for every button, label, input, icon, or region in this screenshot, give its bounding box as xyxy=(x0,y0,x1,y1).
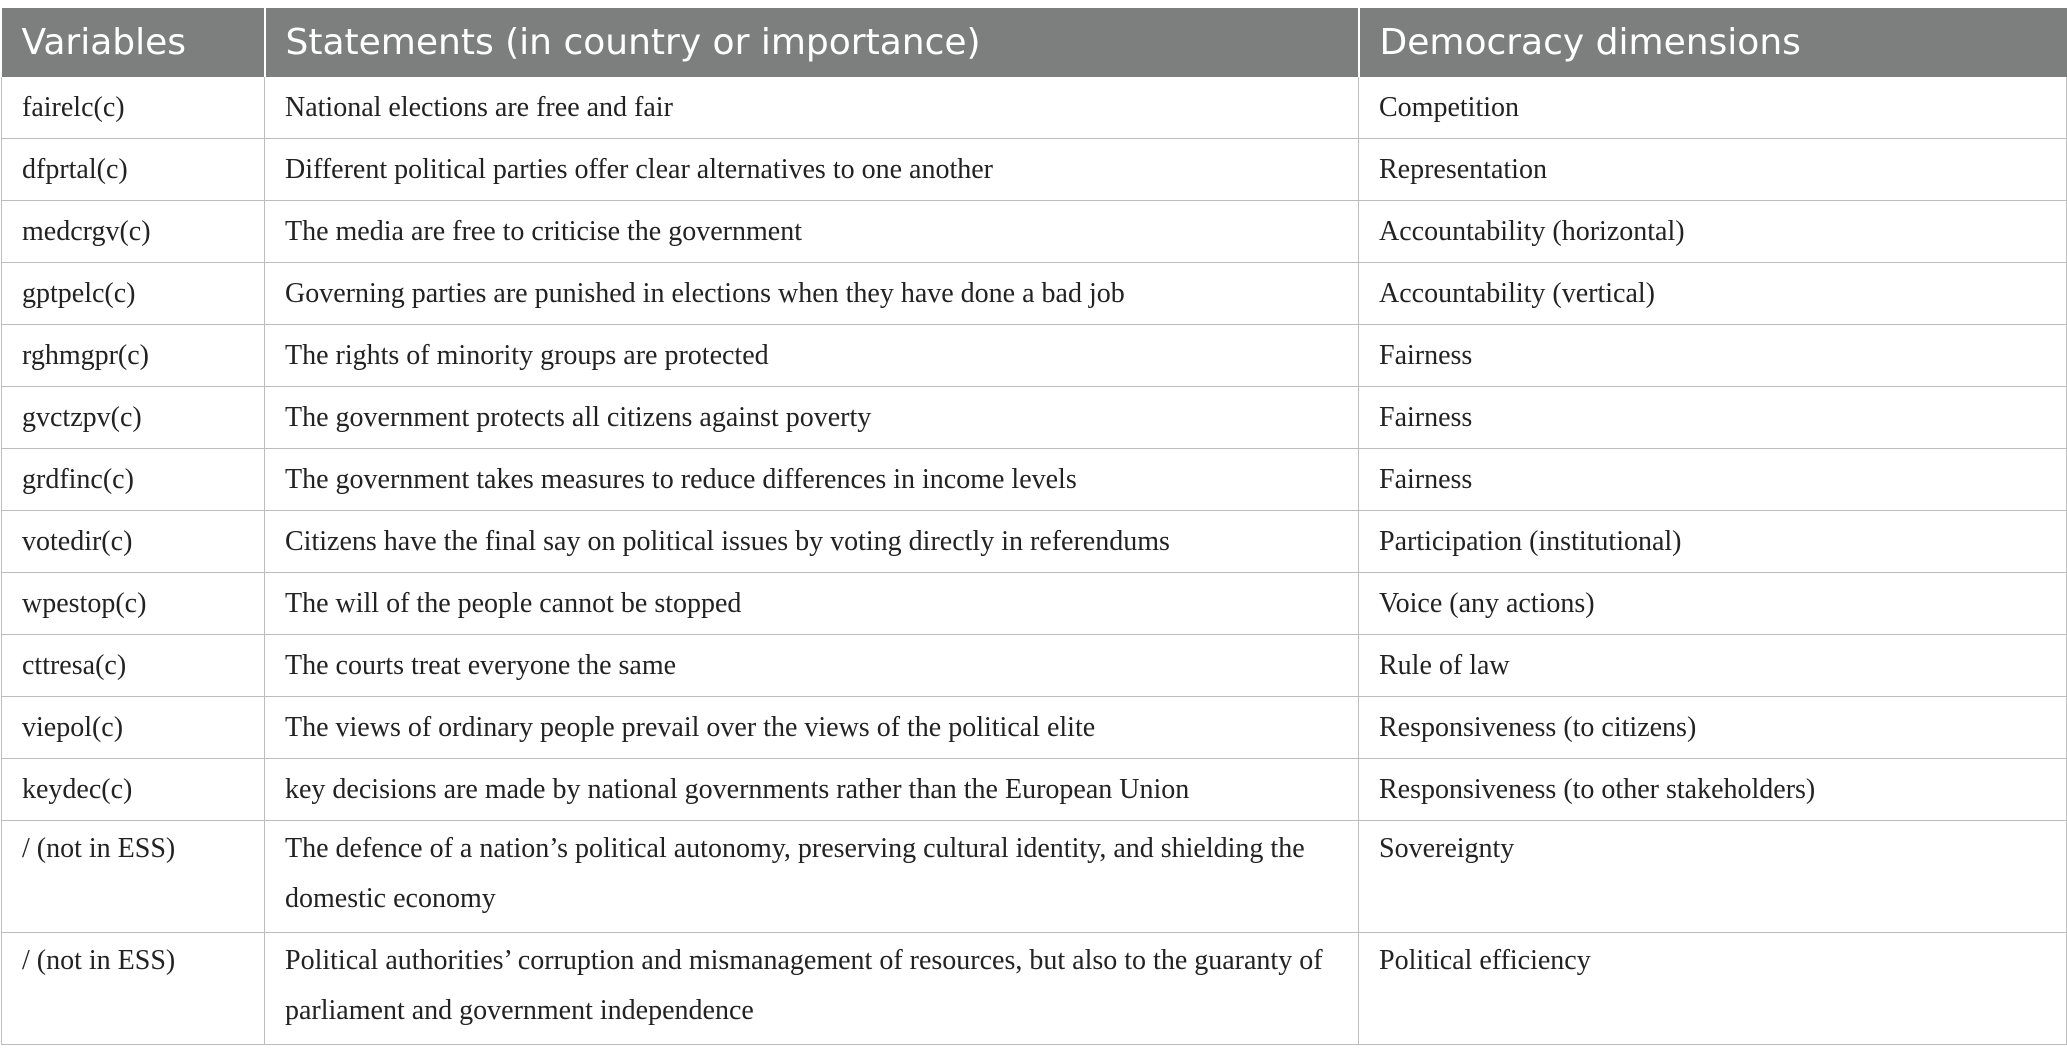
cell-dimension: Participation (institutional) xyxy=(1359,511,2067,573)
cell-dimension: Political efficiency xyxy=(1359,933,2067,1045)
cell-variable: fairelc(c) xyxy=(2,77,265,139)
cell-dimension: Voice (any actions) xyxy=(1359,573,2067,635)
cell-variable: rghmgpr(c) xyxy=(2,325,265,387)
table-row xyxy=(2,263,2067,325)
cell-statement: Political authorities’ corruption and mismanagement of resources, but also to the guaranty of parliament and government independence xyxy=(265,933,1359,1045)
cell-statement: The defence of a nation’s political autonomy, preserving cultural identity, and shielding the domestic economy xyxy=(265,821,1359,933)
table-row xyxy=(2,387,2067,449)
cell-statement: The government takes measures to reduce differences in income levels xyxy=(265,449,1359,511)
table-row xyxy=(2,573,2067,635)
cell-statement: The media are free to criticise the government xyxy=(265,201,1359,263)
cell-variable: gptpelc(c) xyxy=(2,263,265,325)
democracy-dimensions-table-container xyxy=(1,8,2066,1045)
cell-dimension: Responsiveness (to citizens) xyxy=(1359,697,2067,759)
cell-statement: The will of the people cannot be stopped xyxy=(265,573,1359,635)
cell-variable: / (not in ESS) xyxy=(2,821,265,933)
header-statements: Statements (in country or importance) xyxy=(265,8,1359,77)
cell-statement: key decisions are made by national governments rather than the European Union xyxy=(265,759,1359,821)
cell-variable: votedir(c) xyxy=(2,511,265,573)
cell-variable: / (not in ESS) xyxy=(2,933,265,1045)
cell-dimension: Representation xyxy=(1359,139,2067,201)
cell-dimension: Fairness xyxy=(1359,387,2067,449)
table-row xyxy=(2,201,2067,263)
table-row xyxy=(2,933,2067,1045)
table-row xyxy=(2,325,2067,387)
cell-statement: Governing parties are punished in elections when they have done a bad job xyxy=(265,263,1359,325)
table-row xyxy=(2,821,2067,933)
cell-variable: viepol(c) xyxy=(2,697,265,759)
cell-statement: The views of ordinary people prevail over the views of the political elite xyxy=(265,697,1359,759)
cell-statement: The rights of minority groups are protected xyxy=(265,325,1359,387)
cell-variable: cttresa(c) xyxy=(2,635,265,697)
cell-statement: The courts treat everyone the same xyxy=(265,635,1359,697)
table-body xyxy=(2,77,2067,1045)
table-row xyxy=(2,139,2067,201)
table-row xyxy=(2,449,2067,511)
democracy-dimensions-table xyxy=(1,8,2067,1045)
cell-statement: The government protects all citizens against poverty xyxy=(265,387,1359,449)
cell-statement: Different political parties offer clear alternatives to one another xyxy=(265,139,1359,201)
table-row xyxy=(2,759,2067,821)
table-row xyxy=(2,697,2067,759)
cell-variable: grdfinc(c) xyxy=(2,449,265,511)
cell-variable: gvctzpv(c) xyxy=(2,387,265,449)
header-row xyxy=(2,8,2067,77)
cell-variable: keydec(c) xyxy=(2,759,265,821)
cell-dimension: Fairness xyxy=(1359,325,2067,387)
table-header xyxy=(2,8,2067,77)
table-row xyxy=(2,511,2067,573)
header-variables: Variables xyxy=(2,8,265,77)
cell-statement: Citizens have the final say on political issues by voting directly in referendums xyxy=(265,511,1359,573)
cell-variable: dfprtal(c) xyxy=(2,139,265,201)
cell-dimension: Accountability (horizontal) xyxy=(1359,201,2067,263)
cell-dimension: Responsiveness (to other stakeholders) xyxy=(1359,759,2067,821)
table-row xyxy=(2,77,2067,139)
table-row xyxy=(2,635,2067,697)
cell-dimension: Sovereignty xyxy=(1359,821,2067,933)
header-dimensions: Democracy dimensions xyxy=(1359,8,2067,77)
cell-variable: wpestop(c) xyxy=(2,573,265,635)
cell-statement: National elections are free and fair xyxy=(265,77,1359,139)
cell-dimension: Rule of law xyxy=(1359,635,2067,697)
cell-dimension: Accountability (vertical) xyxy=(1359,263,2067,325)
cell-dimension: Fairness xyxy=(1359,449,2067,511)
cell-dimension: Competition xyxy=(1359,77,2067,139)
cell-variable: medcrgv(c) xyxy=(2,201,265,263)
